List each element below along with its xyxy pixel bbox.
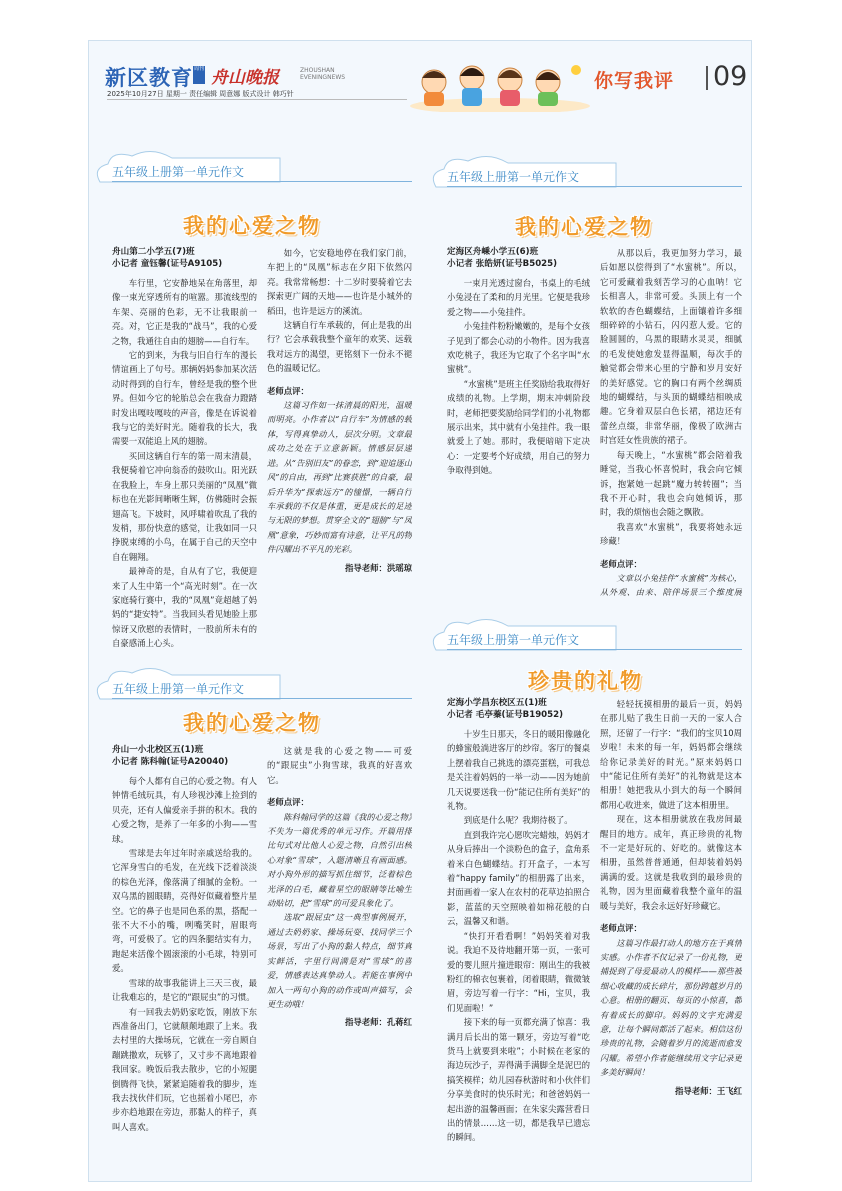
teacher-comment: 这篇习作如一抹清晨的阳光，温暖而明亮。小作者以“自行车”为情感的载体，写得真挚动人，层次分明。文章最成功之处在于立意新颖。情感层层递进。从“告别旧友”的眷恋，到“迎追逐山风”的自由，再到“比赛获胜”的自豪，最后升华为“探索远方”的憧憬，一辆自行车承载的不仅是体重，更是成长的足迹与无限的梦想。贯穿全文的“翅膀”与“凤凰”意象，巧妙而富有诗意，让平凡的物件闪耀出不平凡的光彩。 (267, 400, 412, 555)
paragraph: 如今，它安稳地停在我们家门前，车把上的“凤凰”标志在夕阳下依然闪亮。我常常畅想：十二岁时要骑着它去探索更广阔的天地——也许是小城外的稻田，也许是远方的溪流。 (267, 248, 412, 316)
page-number-divider (706, 66, 708, 90)
paragraph: 每天晚上，“水蜜桃”都会陪着我睡觉，当我心怀喜悦时，我会向它倾诉，抱紧她一起跳“魔力转转圈”；当我不开心时，我也会向她倾诉，那时，我的烦恼也会随之飘散。 (600, 449, 742, 518)
grade-underline (447, 186, 742, 187)
paragraph: 雪球是去年过年时亲戚送给我的。它浑身雪白的毛发，在光线下泛着淡淡的棕色光泽，像落满了细腻的金粉。一双乌黑的圆眼睛，亮得好似藏着整片星空。它的鼻子也是同色系的黑，搭配一张不大不小的嘴，咧嘴笑时，眉眼弯弯，可爱极了。它的四条腿结实有力，跑起来活像个圆滚滚的小毛球，特别可爱。 (112, 848, 257, 974)
comment-heading: 老师点评： (267, 385, 309, 396)
paragraph: 到底是什么呢？我期待极了。 (463, 815, 573, 826)
paragraph: 它的到来，为我与旧自行车的漫长情谊画上了句号。那辆妈妈参加某次活动时得到的自行车，曾经是我的整个世界。但如今它的轮胎总会在我奋力蹬踏时发出嘎吱嘎吱的声音，像是在诉说着我与它的美好时光。随着我的长大，我需要一双能追上风的翅膀。 (112, 350, 257, 447)
paragraph: 我喜欢“水蜜桃”，我要将她永远珍藏！ (600, 521, 742, 547)
brand-logo: 新区教育 (105, 66, 193, 90)
article-title: 我的心爱之物 (183, 214, 321, 238)
paragraph: 接下来的每一页都充满了惊喜：我满月后长出的第一颗牙，旁边写着“吃货马上就要到来啦”；小时候在老家的海边玩沙子，弄得满手满脚全是泥巴的搞笑模样；幼儿园春秋游时和小伙伴们分享美食时的快乐时光；和爸爸妈妈一起出游的温馨画面；在朱家尖露营看日出的情景……这一切，都是我早已遗忘的瞬间。 (447, 1017, 590, 1143)
comment-heading: 老师点评： (600, 923, 642, 934)
paragraph: 现在，这本相册就放在我房间最醒目的地方。成年，真正珍贵的礼物不一定是好玩的、好吃的。就像这本相册，虽然普普通通，但却装着妈妈满满的爱。这就是我收到的最珍贵的礼物，因为里面藏着我整个童年的温暖与美好，我会永远好好珍藏它。 (600, 814, 742, 911)
school-name: 定海小学昌东校区五(1)班 (447, 698, 547, 708)
teacher-comment: 这篇习作最打动人的地方在于真情实感。小作者不仅记录了一份礼物，更捕捉到了母爱最动人的模样——那些被细心收藏的成长碎片，那份跨越岁月的心意。相册的翻页、每页的小惊喜，都有着成长的脚印。妈妈的文字充满爱意，让每个瞬间都活了起来。相信这份珍贵的礼物，会随着岁月的流逝而愈发闪耀。希望小作者能继续用文字记录更多美好瞬间！ (600, 937, 742, 1078)
article-title: 我的心爱之物 (183, 711, 321, 735)
teacher-comment: 陈科翰同学的这篇《我的心爱之物》不失为一篇优秀的单元习作。开篇用排比句式对比他人心爱之物，自然引出核心对象“雪球”，入题清晰且有画面感。对小狗外形的描写抓住细节，泛着棕色光泽的白毛，藏着星空的眼睛等比喻生动贴切，把“雪球”的可爱具象化了。 (267, 811, 412, 909)
paragraph: 每个人都有自己的心爱之物。有人钟情毛绒玩具，有人珍视沙滩上捡到的贝壳，还有人偏爱亲手拼的积木。我的心爱之物，是养了一年多的小狗——雪球。 (112, 776, 257, 844)
teacher-name: 指导老师：孔蒋红 (345, 1017, 412, 1028)
author-name: 小记者 张皓妍(证号B5025) (447, 259, 558, 269)
paragraph: “水蜜桃”是班主任奖励给我取得好成绩的礼物。上学期，期末冲刺阶段时，老师把要奖励给同学们的小礼物都展示出来，其中就有小兔挂件。我一眼就爱上了她。那时，我便暗暗下定决心：一定要考个好成绩，用自己的努力争取得到她。 (447, 378, 590, 476)
author-name: 小记者 童钰馨(证号A9105) (112, 259, 223, 269)
paragraph: 从那以后，我更加努力学习，最后如愿以偿得到了“水蜜桃”。所以，它可爱藏着我刻苦学习的心血呐！它长相喜人，非常可爱。头顶上有一个软软的杏色蝴蝶结，上面镶着许多细细碎碎的小钻石，闪闪惹人爱。它的脸圆圆的，乌黑的眼睛水灵灵，细腻的毛发使她愈发显得温顺，每次手的触觉都会带来心里的宁静和岁月安好的美好感觉。它的胸口有两个丝绸质地的蝴蝶结，与头顶的蝴蝶结相映成趣。它身着双层白色长裙，裙边还有蕾丝点缀，非常华丽，像极了欧洲古时宫廷女性贵族的裙子。 (600, 248, 742, 446)
paragraph: “快打开看看啊！”妈妈笑着对我说。我迫不及待地翻开第一页，一张可爱的婴儿照片撞进眼帘：刚出生的我被粉红的棉衣包裹着，闭着眼睛，微微皱眉，旁边写着一行字：“Hi，宝贝，我们见面啦！” (447, 930, 590, 1013)
school-name: 舟山一小北校区五(1)班 (112, 745, 204, 755)
paragraph: 这就是我的心爱之物——可爱的“跟屁虫”小狗雪球，我真的好喜欢它。 (267, 746, 412, 785)
article-title: 我的心爱之物 (515, 215, 653, 239)
author-name: 小记者 毛亭蓁(证号B19052) (447, 710, 564, 720)
school-name: 定海区舟嵊小学五(6)班 (447, 247, 539, 257)
paragraph: 车行里，它安静地呆在角落里，却像一束光穿透所有的喧嚣。那流线型的车架、亮丽的色彩，无不让我眼前一亮。对，它正是我的“战马”，我的心爱之物，我通往自由的翅膀——自行车。 (112, 278, 257, 346)
grade-label: 五年级上册第一单元作文 (112, 165, 245, 179)
paragraph: 一束月光透过窗台，书桌上的毛绒小兔浸在了柔和的月光里。它便是我珍爱之物——小兔挂件。 (447, 278, 590, 317)
article-title: 珍贵的礼物 (528, 669, 643, 693)
comment-heading: 老师点评： (600, 558, 642, 569)
paragraph: 有一回我去奶奶家吃饭，刚放下东西准备出门，它就颠颠地跟了上来。我去村里的大操场玩，它就在一旁自顾自蹦跳撒欢，玩够了，又寸步不离地跟着我回家。晚饭后我去散步，它的小短腿倒腾得飞快，紧紧追随着我的脚步，连我去找伙伴们玩，它也摇着小尾巴，亦步亦趋地跟在旁边，那黏人的样子，真叫人喜欢。 (112, 1006, 257, 1132)
newspaper-english-name: ZHOUSHAN EVENINGNEWS (300, 67, 346, 81)
paragraph: 直到我许完心愿吹完蜡烛，妈妈才从身后捧出一个淡粉色的盒子，盒角系着米白色蝴蝶结。打开盒子，一本写着“happy family”的相册露了出来，封面画着一家人在农村的花草边拍照合影，蓝蓝的天空照映着如棉花般的白云，温馨又和谐。 (447, 829, 590, 927)
teacher-comment-continued: 选取“跟屁虫”这一典型事例展开，通过去奶奶家、操场玩耍、找同学三个场景，写出了小狗的黏人特点，细节真实鲜活，字里行间满是对“雪球”的喜爱，情感表达真挚动人。若能在事例中加入一两句小狗的动作或叫声描写，会更生动哦！ (267, 912, 412, 1009)
teacher-comment: 文章以小兔挂件“水蜜桃”为核心，从外观、由来、陪伴场景三个维度展 (600, 572, 742, 598)
paragraph: 十岁生日那天，冬日的暖阳像融化的蜂蜜般淌进客厅的纱帘。客厅的餐桌上摆着我自己挑选的漂亮蛋糕，可我总是关注着妈妈的一举一动——因为她前几天说要送我一份“能记住所有美好”的礼物。 (447, 729, 590, 812)
grade-underline (447, 649, 742, 650)
paragraph: 最神奇的是，自从有了它，我便迎来了人生中第一个“高光时刻”。在一次家庭骑行赛中，我的“凤凰”竟超越了妈妈的“捷安特”。当我回头看见她脸上那惊讶又欣慰的表情时，一股前所未有的自豪感涌上心头。 (112, 566, 257, 649)
teacher-name: 指导老师：王飞红 (675, 1085, 742, 1096)
grade-label: 五年级上册第一单元作文 (112, 682, 245, 696)
school-name: 舟山第二小学五(7)班 (112, 247, 195, 257)
section-title: 你写我评 (594, 70, 675, 92)
page-number: 09 (713, 61, 748, 92)
grade-label: 五年级上册第一单元作文 (447, 170, 580, 184)
teacher-name: 指导老师：洪瑶琼 (345, 562, 412, 573)
children-illustration (410, 56, 590, 112)
child-face-icon (422, 70, 446, 106)
newspaper-logo: 舟山晚报 (211, 68, 279, 88)
grade-underline (112, 181, 412, 182)
paragraph: 轻轻抚摸相册的最后一页，妈妈在那儿贴了我生日前一天的一家人合照，还留了一行字：“我们的宝贝10周岁啦！未来的每一年，妈妈都会继续给你记录美好的时光。”原来妈妈口中“能记住所有美好”的礼物就是这本相册！她把我从小到大的每一个瞬间都用心收进来，做进了这本相册里。 (600, 699, 742, 810)
paragraph: 这辆自行车承载的，何止是我的出行？它会承载我整个童年的欢笑、远载我对远方的渴望，更铭刻下一份永不褪色的温暖记忆。 (267, 320, 412, 374)
paragraph: 买回这辆自行车的第一周末清晨，我便骑着它冲向翁岙的鼓吹山。阳光跃在我脸上，车身上那只美丽的“凤凰”微标也在光影间晰晰生辉，仿佛随时会振翅高飞。下坡时，风呼啸着吹乱了我的发梢，那份快意的感觉，让我如同一只挣脱束缚的小鸟，在属于自己的天空中自在翱翔。 (112, 450, 257, 562)
comment-heading: 老师点评： (267, 797, 309, 808)
brand-tag: 周刊 (193, 66, 205, 84)
grade-label: 五年级上册第一单元作文 (447, 633, 580, 647)
dateline: 2025年10月27日 星期一 责任编辑 周意娜 版式设计 韩巧针 (107, 90, 294, 98)
author-name: 小记者 陈科翰(证号A20040) (112, 757, 229, 767)
paragraph: 小兔挂件粉粉嫩嫩的，是每个女孩子见到了都会心动的小物件。因为我喜欢吃桃子，我还为它取了个名字叫“水蜜桃”。 (447, 321, 590, 375)
paragraph: 雪球的故事我能讲上三天三夜，最让我难忘的，是它的“跟屁虫”的习惯。 (112, 977, 257, 1003)
header-divider (107, 99, 407, 100)
grade-underline (112, 698, 412, 699)
